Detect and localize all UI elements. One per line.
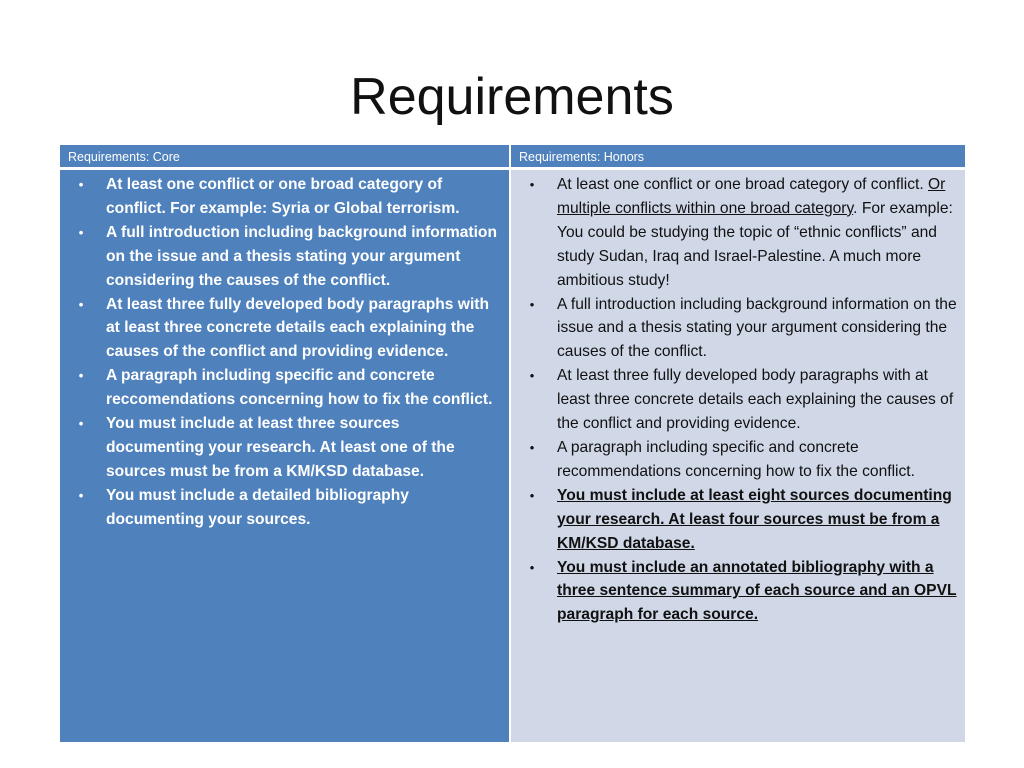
honors-item-text: A full introduction including background information on the issue and a thesis stating your argument considering the causes of the conflict.	[557, 295, 957, 361]
bullet-icon: •	[78, 224, 84, 240]
core-requirements-list	[66, 173, 501, 532]
bullet-icon: •	[529, 439, 535, 455]
honors-item-text-part: . For example: You could be studying the topic of “ethnic conflicts” and study Sudan, Iraq and Israel-Palestine. A much more ambitious study!	[557, 199, 953, 289]
honors-item-text: At least three fully developed body paragraphs with at least three concrete details each explaining the causes of the conflict and providing evidence.	[557, 367, 954, 433]
honors-item-text-part: At least one conflict or one broad category of conflict.	[557, 176, 928, 193]
bullet-icon: •	[78, 368, 84, 384]
core-item-text: A paragraph including specific and concrete reccomendations concerning how to fix the conflict.	[106, 367, 493, 409]
core-item-text: At least three fully developed body paragraphs with at least three concrete details each explaining the causes of the conflict and providing evidence.	[106, 295, 489, 361]
honors-requirements-cell	[511, 170, 965, 742]
list-item	[517, 556, 957, 628]
honors-item-emphasized-text: You must include at least eight sources documenting your research. At least four sources must be from a KM/KSD database.	[557, 486, 952, 552]
bullet-icon: •	[529, 487, 535, 503]
core-item-text: A full introduction including background information on the issue and a thesis stating your argument considering the causes of the conflict.	[106, 223, 497, 289]
list-item	[66, 173, 501, 221]
list-item	[66, 293, 501, 365]
honors-item-emphasized-text: You must include an annotated bibliography with a three sentence summary of each source and an OPVL paragraph for each source.	[557, 558, 957, 624]
bullet-icon: •	[78, 416, 84, 432]
bullet-icon: •	[529, 368, 535, 384]
header-honors: Requirements: Honors	[511, 145, 965, 170]
bullet-icon: •	[529, 296, 535, 312]
honors-requirements-list	[517, 173, 957, 627]
list-item	[517, 436, 957, 484]
core-item-text: You must include a detailed bibliography documenting your sources.	[106, 486, 409, 528]
list-item	[66, 484, 501, 532]
list-item	[66, 364, 501, 412]
list-item	[66, 221, 501, 293]
bullet-icon: •	[529, 559, 535, 575]
bullet-icon: •	[529, 177, 535, 192]
bullet-icon: •	[78, 296, 84, 312]
honors-item-underlined-text: Or multiple conflicts within one broad category	[557, 176, 946, 217]
list-item	[517, 364, 957, 436]
honors-item-text: A paragraph including specific and concrete recommendations concerning how to fix the conflict.	[557, 438, 915, 480]
slide-title: Requirements	[350, 68, 674, 126]
list-item	[517, 484, 957, 556]
header-core: Requirements: Core	[60, 145, 511, 170]
requirements-table	[60, 145, 965, 742]
list-item	[517, 293, 957, 365]
bullet-icon: •	[78, 487, 84, 503]
core-item-text: At least one conflict or one broad category of conflict. For example: Syria or Global terrorism.	[106, 176, 460, 217]
bullet-icon: •	[78, 177, 84, 192]
list-item	[66, 412, 501, 484]
core-item-text: You must include at least three sources documenting your research. At least one of the sources must be from a KM/KSD database.	[106, 415, 455, 480]
list-item	[517, 173, 957, 293]
core-requirements-cell	[60, 170, 511, 742]
